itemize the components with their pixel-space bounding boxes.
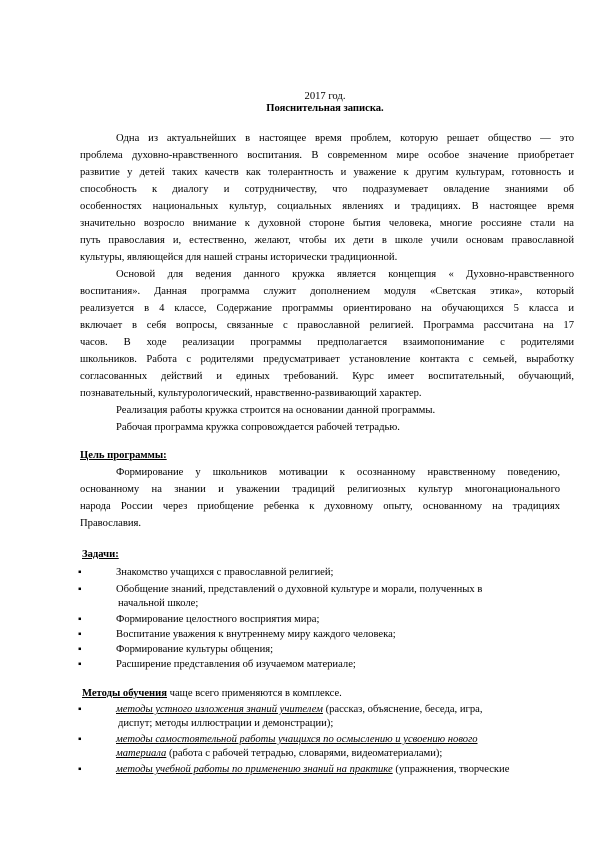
methods-heading-rest: чаще всего применяются в комплексе. <box>169 688 342 699</box>
method-item-3 <box>116 764 509 776</box>
intro-p1-line-2: проблема духовно-нравственного воспитания. В современном мире особое значение приобретает <box>80 150 574 161</box>
methods-intro <box>82 688 342 700</box>
bullet-icon: ▪ <box>78 659 82 670</box>
bullet-icon: ▪ <box>78 734 82 745</box>
intro-p4: Рабочая программа кружка сопровождается рабочей тетрадью. <box>116 422 400 433</box>
method-1-title: методы устного изложения знаний учителем <box>116 704 323 715</box>
goal-line-3: народа России через приобщение ребенка к духовному опыту, основанному на традициях <box>80 501 560 512</box>
intro-p2-line-3: реализуется в 4 классе, Содержание программы ориентировано на обучающихся 5 класса и <box>80 303 574 314</box>
method-item-2-cont <box>116 748 442 760</box>
intro-p1-line-8: культуры, являющейся для нашей страны исторически традиционной. <box>80 252 398 263</box>
bullet-icon: ▪ <box>78 584 82 595</box>
method-3-desc: (упражнения, творческие <box>395 764 510 775</box>
intro-p2-line-1: Основой для ведения данного кружка является концепция « Духовно-нравственного <box>116 269 574 280</box>
bullet-icon: ▪ <box>78 629 82 640</box>
goal-line-1: Формирование у школьников мотивации к осознанному нравственному поведению, <box>116 467 560 478</box>
task-item-3: Формирование целостного восприятия мира; <box>116 614 320 625</box>
tasks-heading: Задачи: <box>82 549 119 560</box>
intro-p1-line-6: значительно возросло внимание к духовной стороне бытия человека, многие россияне стали на <box>80 218 574 229</box>
document-year: 2017 год. <box>304 91 346 102</box>
goal-line-4: Православия. <box>80 518 142 529</box>
goal-line-2: основанному на знании и уважении традиций религиозных культур многонационального <box>80 484 560 495</box>
document-title: Пояснительная записка. <box>266 103 384 114</box>
method-2-desc: (работа с рабочей тетрадью, словарями, видеоматериалами); <box>169 748 443 759</box>
method-item-1-cont: диспут; методы иллюстрации и демонстрации); <box>118 718 334 729</box>
task-item-6: Расширение представления об изучаемом материале; <box>116 659 356 670</box>
intro-p2-line-7: согласованных действий и единых требований. Курс имеет воспитательный, обучающий, <box>80 371 574 382</box>
method-1-desc: (рассказ, объяснение, беседа, игра, <box>325 704 483 715</box>
method-item-1 <box>116 704 483 716</box>
task-item-1: Знакомство учащихся с православной религией; <box>116 567 334 578</box>
intro-p2-line-8: познавательный, культурологический, нравственно-развивающий характер. <box>80 388 422 399</box>
intro-p1-line-7: путь православия и, естественно, желают, чтобы их дети в школе учили основам православной <box>80 235 574 246</box>
intro-p2-line-6: школьников. Работа с родителями предусматривает установление контакта с семьей, выработку <box>80 354 574 365</box>
method-2-title: методы самостоятельной работы учащихся по осмыслению и усвоению нового <box>116 734 478 745</box>
bullet-icon: ▪ <box>78 704 82 715</box>
task-item-5: Формирование культуры общения; <box>116 644 274 655</box>
task-item-2-cont: начальной школе; <box>118 598 199 609</box>
method-2-title-cont: материала <box>116 748 167 759</box>
bullet-icon: ▪ <box>78 764 82 775</box>
intro-p1-line-5: особенностях национальных культур, социальных явлениях и традициях. В настоящее время <box>80 201 574 212</box>
goal-heading: Цель программы: <box>80 450 167 461</box>
task-item-4: Воспитание уважения к внутреннему миру каждого человека; <box>116 629 396 640</box>
intro-p2-line-4: включает в себя вопросы, связанные с православной религией. Программа рассчитана на 17 <box>80 320 574 331</box>
intro-p2-line-2: воспитания». Данная программа служит дополнением модуля «Светская этика», который <box>80 286 574 297</box>
intro-p1-line-3: развитие у детей таких качеств как толерантность и уважение к другим культурам, готовность и <box>80 167 574 178</box>
intro-p1-line-1: Одна из актуальнейших в настоящее время проблем, которую решает общество — это <box>116 133 574 144</box>
bullet-icon: ▪ <box>78 567 82 578</box>
intro-p3: Реализация работы кружка строится на основании данной программы. <box>116 405 436 416</box>
method-3-title: методы учебной работы по применению знаний на практике <box>116 764 393 775</box>
bullet-icon: ▪ <box>78 614 82 625</box>
intro-p2-line-5: часов. В ходе реализации программы предполагается взаимопонимание с родителями <box>80 337 574 348</box>
intro-p1-line-4: способность к диалогу и сотрудничеству, что подразумевает овладение знаниями об <box>80 184 574 195</box>
bullet-icon: ▪ <box>78 644 82 655</box>
task-item-2: Обобщение знаний, представлений о духовной культуре и морали, полученных в <box>116 584 483 595</box>
methods-heading: Методы обучения <box>82 688 167 699</box>
